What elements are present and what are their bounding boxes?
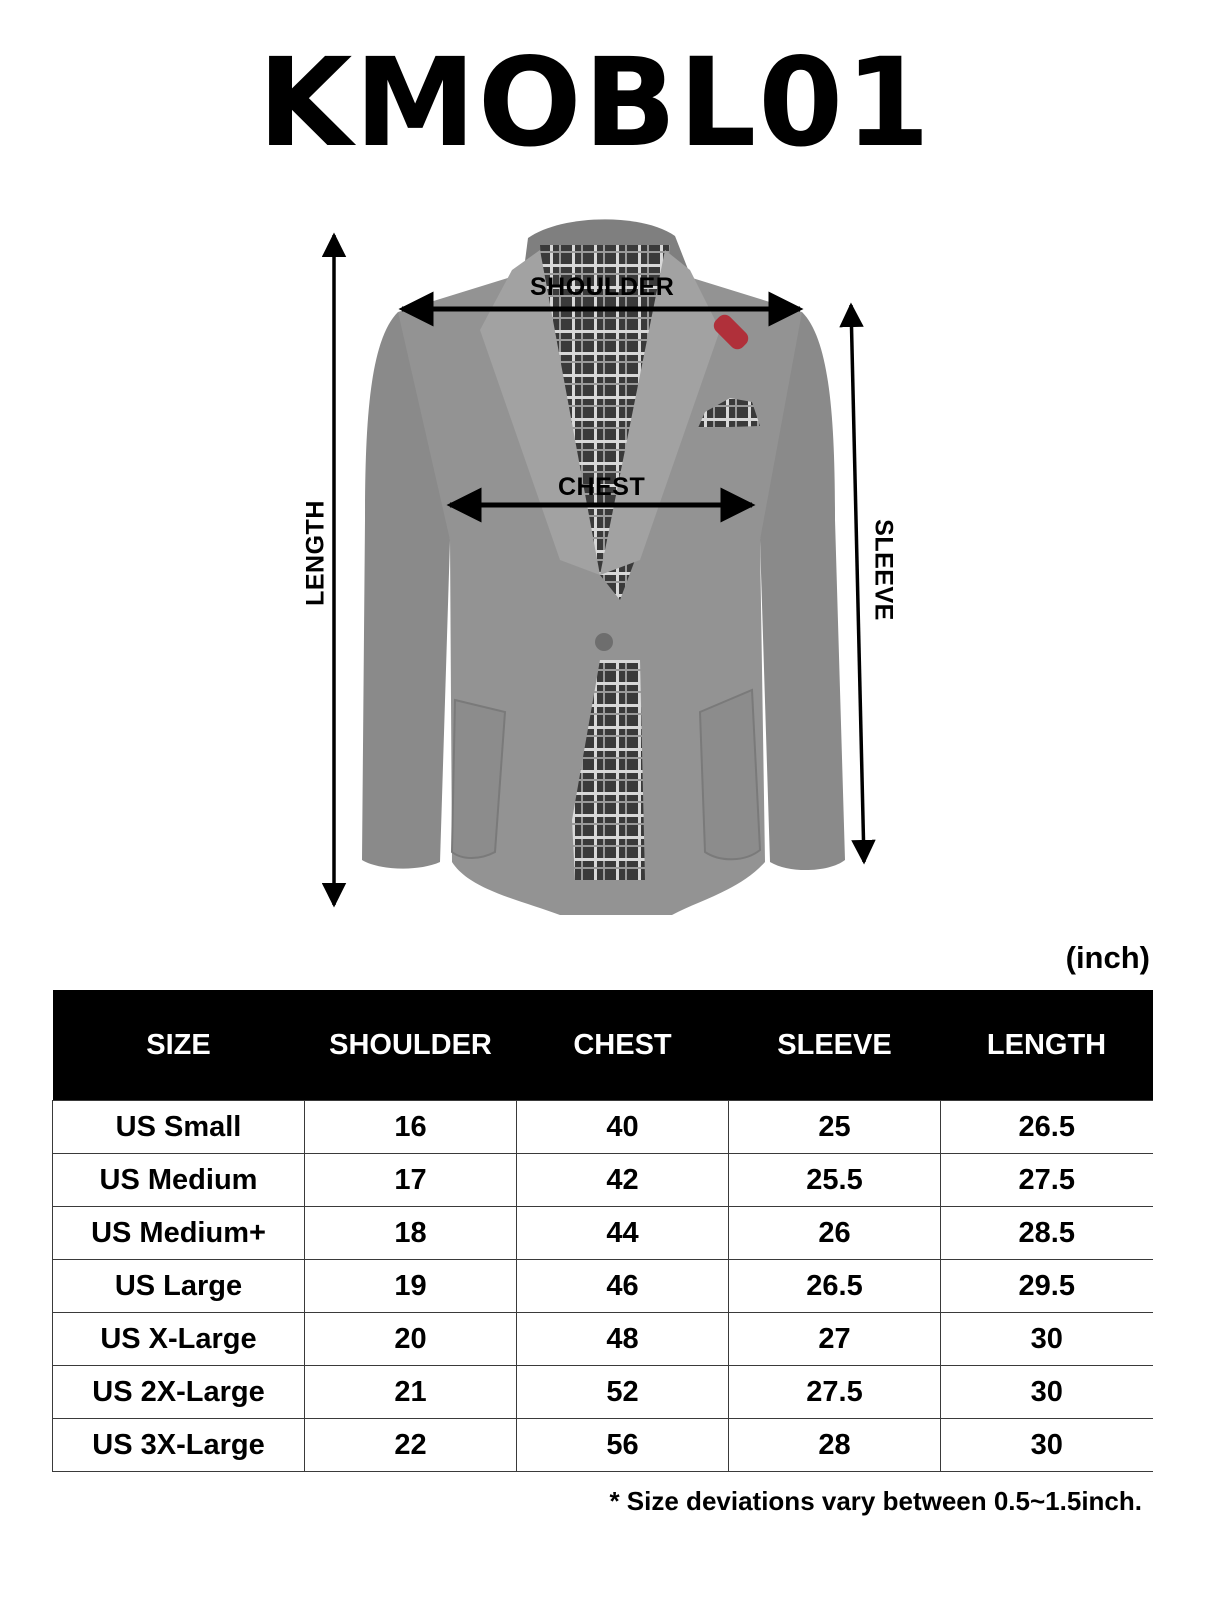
length-cell: 28.5 [941, 1207, 1153, 1260]
table-row [53, 1419, 1153, 1472]
size-cell: US X-Large [53, 1313, 305, 1366]
size-cell: US Medium [53, 1154, 305, 1207]
chest-cell: 42 [517, 1154, 729, 1207]
chest-cell: 46 [517, 1260, 729, 1313]
shoulder-cell: 19 [305, 1260, 517, 1313]
size-cell: US Medium+ [53, 1207, 305, 1260]
chest-cell: 44 [517, 1207, 729, 1260]
shoulder-label: SHOULDER [530, 273, 675, 301]
header-length: LENGTH [941, 990, 1153, 1101]
size-deviation-note: * Size deviations vary between 0.5~1.5inch. [609, 1486, 1142, 1516]
sleeve-label: SLEEVE [869, 519, 898, 621]
chest-cell: 52 [517, 1366, 729, 1419]
size-chart-table [52, 990, 1153, 1472]
left-pocket [452, 700, 505, 858]
page-title: KMOBL01 [257, 32, 933, 174]
chest-cell: 40 [517, 1101, 729, 1154]
table-row [53, 1313, 1153, 1366]
shoulder-cell: 18 [305, 1207, 517, 1260]
chest-cell: 56 [517, 1419, 729, 1472]
header-sleeve: SLEEVE [729, 990, 941, 1101]
table-row [53, 1260, 1153, 1313]
table-row [53, 1154, 1153, 1207]
length-cell: 29.5 [941, 1260, 1153, 1313]
table-row [53, 1101, 1153, 1154]
length-cell: 27.5 [941, 1154, 1153, 1207]
size-cell: US Large [53, 1260, 305, 1313]
chest-cell: 48 [517, 1313, 729, 1366]
shoulder-cell: 20 [305, 1313, 517, 1366]
shoulder-cell: 21 [305, 1366, 517, 1419]
chest-label: CHEST [558, 473, 646, 501]
shoulder-cell: 22 [305, 1419, 517, 1472]
size-cell: US 2X-Large [53, 1366, 305, 1419]
length-cell: 30 [941, 1419, 1153, 1472]
length-cell: 30 [941, 1366, 1153, 1419]
length-label: LENGTH [301, 500, 330, 606]
sleeve-cell: 25 [729, 1101, 941, 1154]
button [595, 633, 613, 651]
sleeve-cell: 26 [729, 1207, 941, 1260]
size-cell: US Small [53, 1101, 305, 1154]
table-row [53, 1207, 1153, 1260]
right-pocket [700, 690, 760, 859]
shoulder-cell: 16 [305, 1101, 517, 1154]
sleeve-cell: 25.5 [729, 1154, 941, 1207]
header-chest: CHEST [517, 990, 729, 1101]
sleeve-cell: 27 [729, 1313, 941, 1366]
header-shoulder: SHOULDER [305, 990, 517, 1101]
sleeve-cell: 26.5 [729, 1260, 941, 1313]
size-cell: US 3X-Large [53, 1419, 305, 1472]
sleeve-cell: 28 [729, 1419, 941, 1472]
table-row [53, 1366, 1153, 1419]
unit-label: (inch) [1065, 940, 1150, 975]
table-header-row [53, 990, 1153, 1101]
length-cell: 26.5 [941, 1101, 1153, 1154]
length-cell: 30 [941, 1313, 1153, 1366]
sleeve-arrow [851, 305, 864, 862]
shoulder-cell: 17 [305, 1154, 517, 1207]
header-size: SIZE [53, 990, 305, 1101]
sleeve-cell: 27.5 [729, 1366, 941, 1419]
